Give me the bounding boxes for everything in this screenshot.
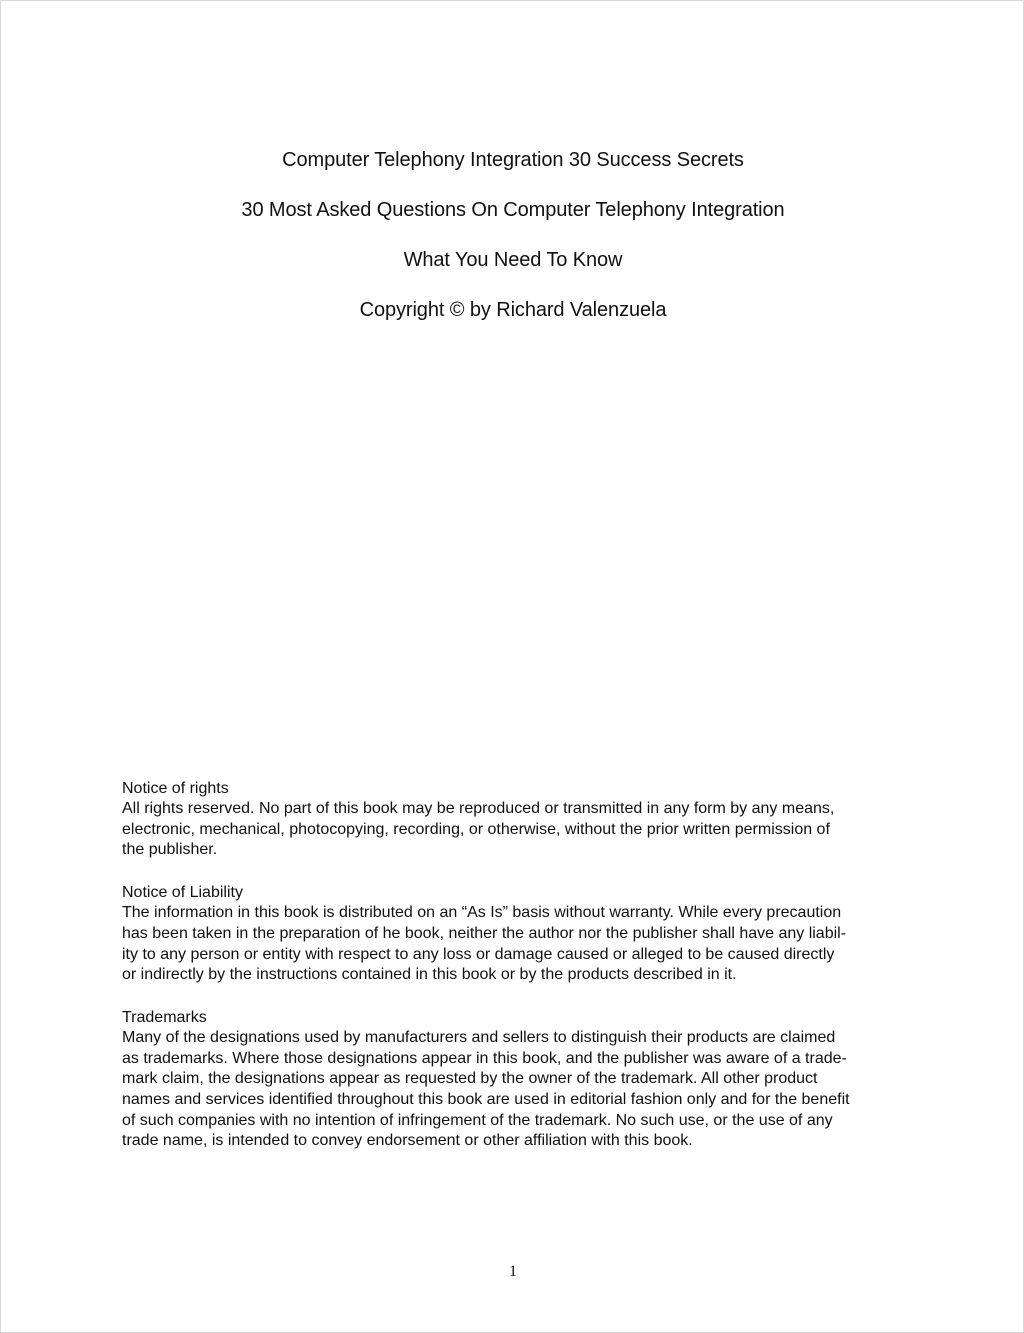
trademarks-notice xyxy=(122,1007,912,1152)
book-tagline: What You Need To Know xyxy=(403,249,623,271)
trademarks-line: names and services identified throughout this book are used in editorial fashion only and for the benefit xyxy=(122,1091,850,1109)
trademarks-line: as trademarks. Where those designations appear in this book, and the publisher was aware of a trade- xyxy=(122,1049,847,1067)
notice-of-liability-line: ity to any person or entity with respect to any loss or damage caused or alleged to be caused directly xyxy=(122,945,835,963)
title-block xyxy=(1,147,1024,347)
book-title: Computer Telephony Integration 30 Success Secrets xyxy=(282,149,744,171)
trademarks-line: mark claim, the designations appear as requested by the owner of the trademark. All other product xyxy=(122,1070,818,1088)
trademarks-line: Many of the designations used by manufacturers and sellers to distinguish their products are claimed xyxy=(122,1028,836,1046)
notice-of-rights xyxy=(122,778,912,861)
page-number: 1 xyxy=(509,1263,517,1280)
notice-of-liability-heading: Notice of Liability xyxy=(122,884,243,902)
copyright-line: Copyright © by Richard Valenzuela xyxy=(359,299,667,321)
notice-of-rights-line: All rights reserved. No part of this book may be reproduced or transmitted in any form by any means, xyxy=(122,800,835,817)
notice-of-rights-heading: Notice of rights xyxy=(122,780,229,797)
notice-of-liability-line: The information in this book is distributed on an “As Is” basis without warranty. While every precaution xyxy=(122,904,842,922)
notice-of-liability-line: or indirectly by the instructions contained in this book or by the products described in it. xyxy=(122,966,737,984)
notice-of-liability xyxy=(122,882,912,986)
notice-of-liability-line: has been taken in the preparation of he book, neither the author nor the publisher shall have any liabil- xyxy=(122,924,847,942)
notice-of-rights-line: the publisher. xyxy=(122,841,218,859)
notice-of-rights-line: electronic, mechanical, photocopying, recording, or otherwise, without the prior written permission of xyxy=(122,820,830,838)
book-subtitle: 30 Most Asked Questions On Computer Telephony Integration xyxy=(241,199,785,221)
trademarks-line: of such companies with no intention of infringement of the trademark. No such use, or the use of any xyxy=(122,1111,833,1129)
trademarks-heading: Trademarks xyxy=(122,1008,207,1026)
trademarks-line: trade name, is intended to convey endorsement or other affiliation with this book. xyxy=(122,1132,693,1150)
legal-notices xyxy=(122,778,912,1173)
